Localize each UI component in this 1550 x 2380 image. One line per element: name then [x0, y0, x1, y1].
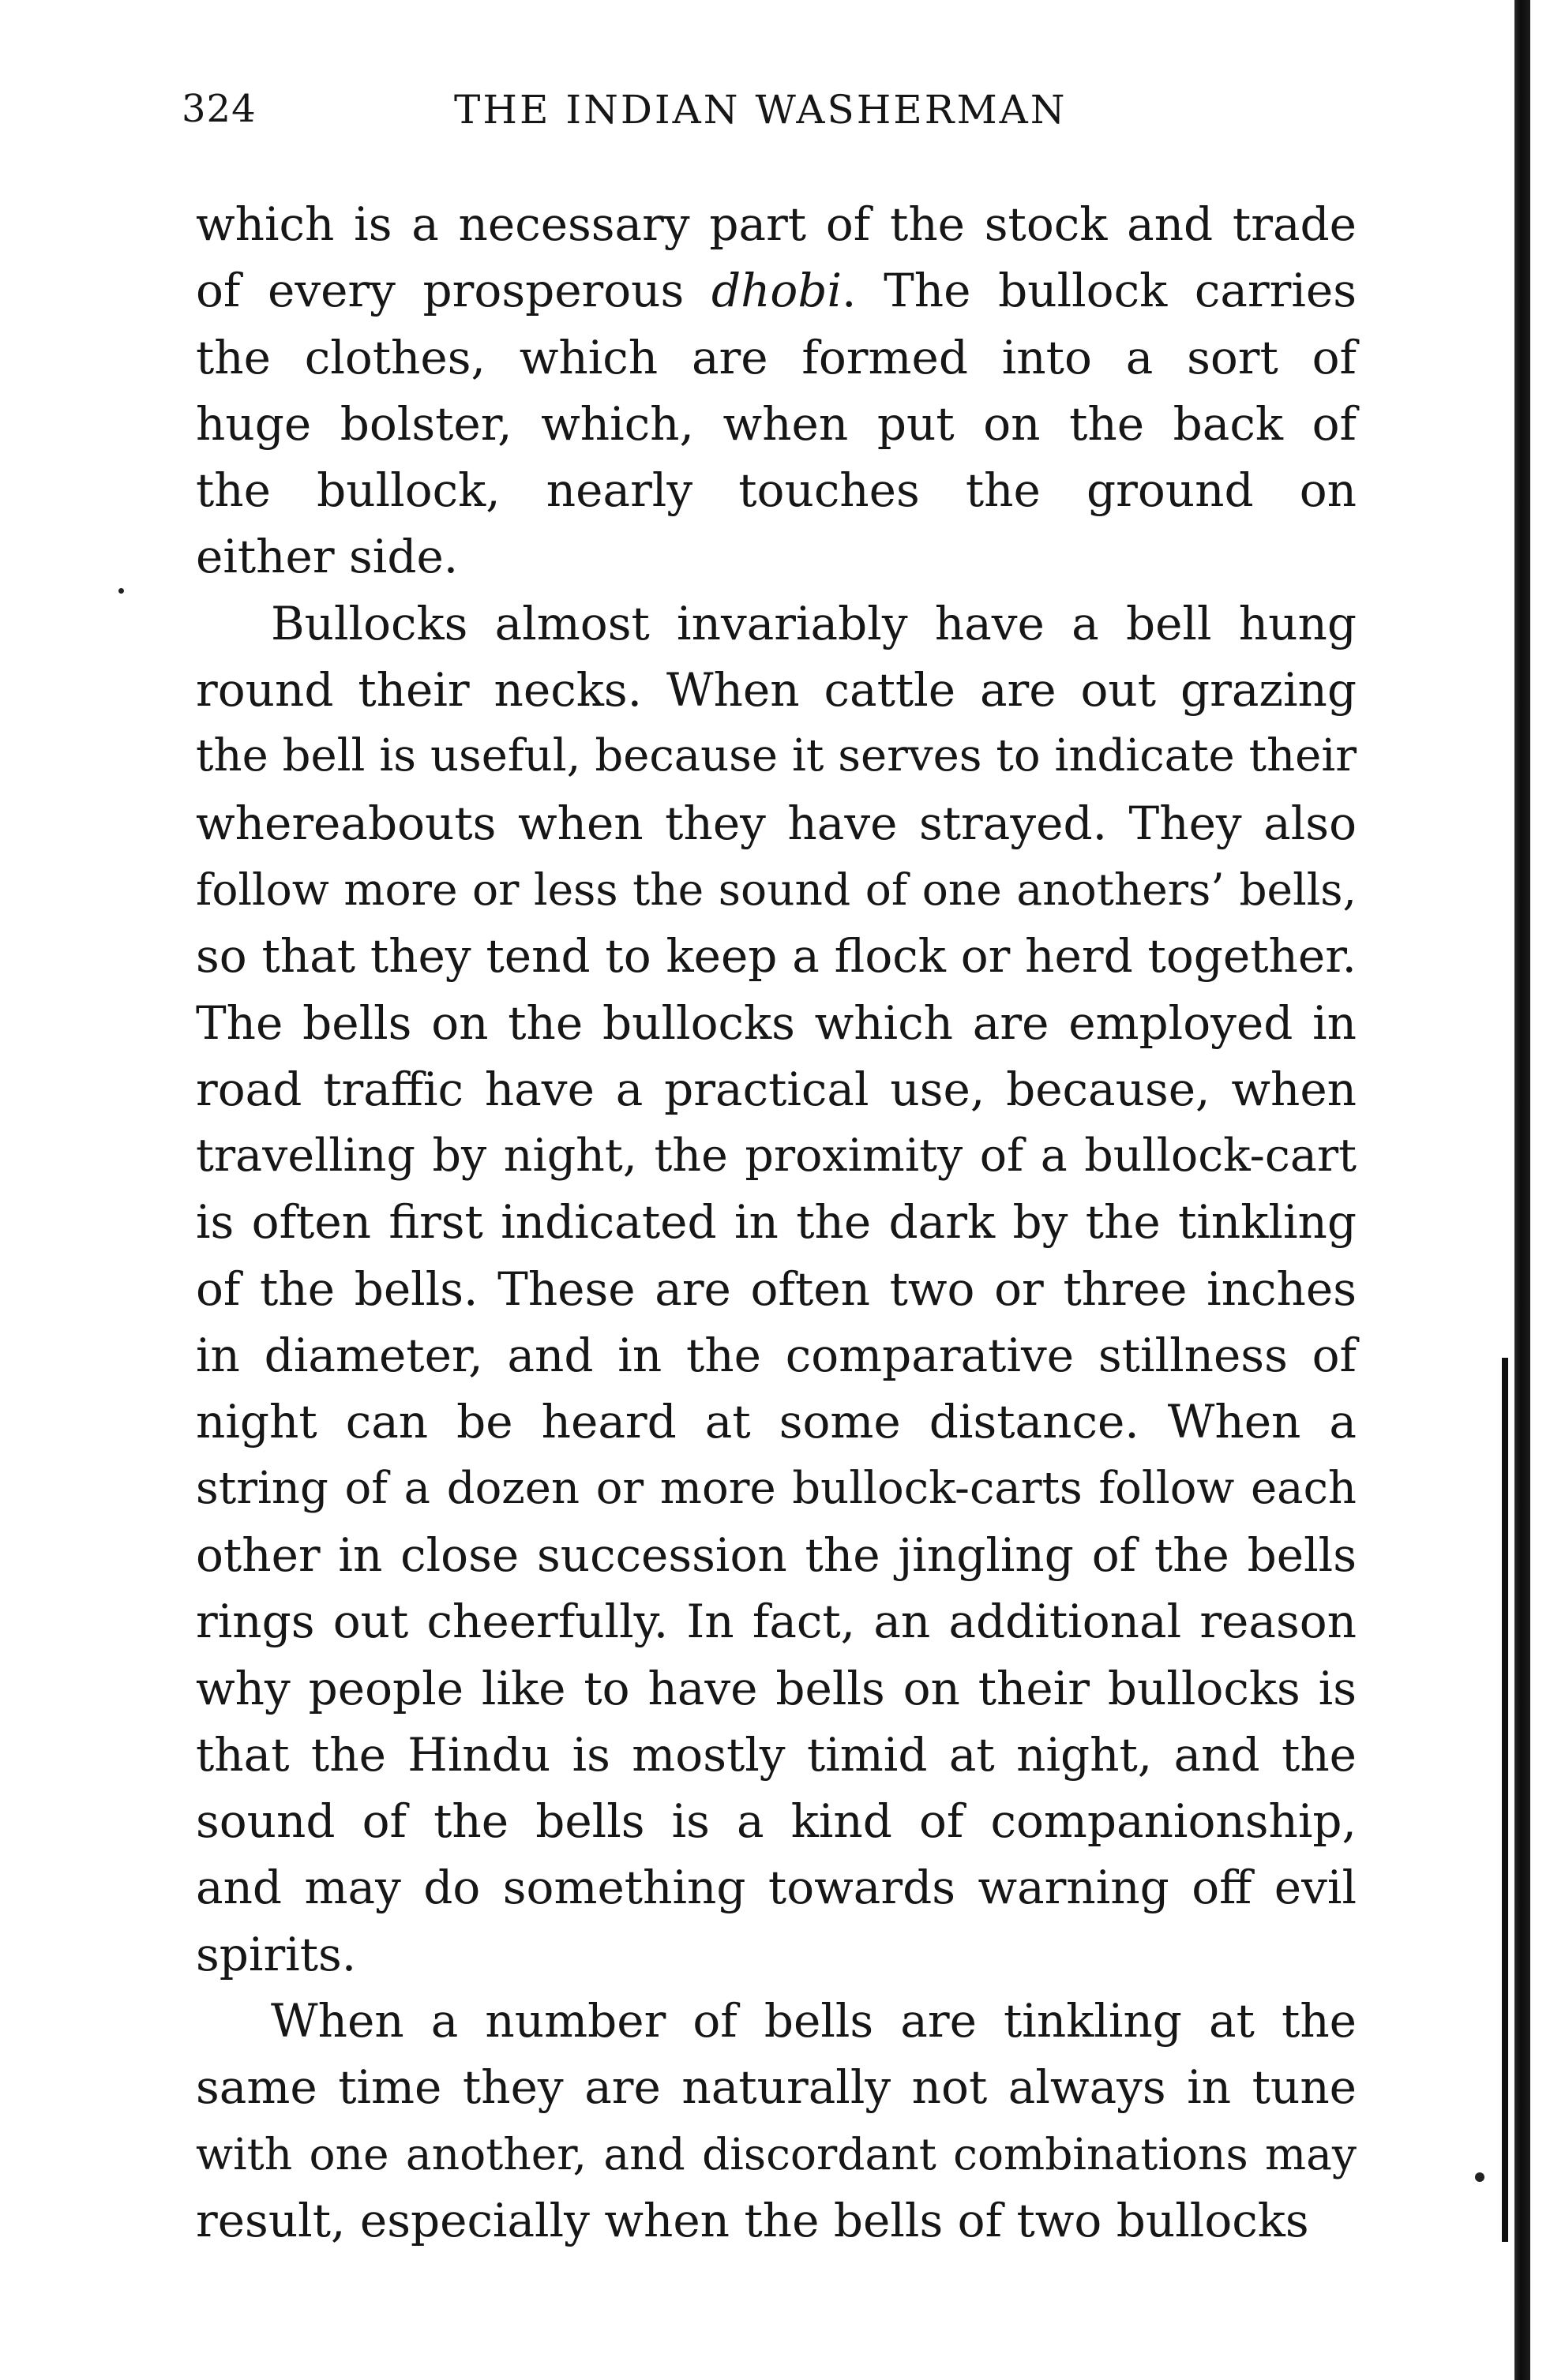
print-speck: [1475, 2172, 1484, 2182]
running-title: THE INDIAN WASHERMAN: [454, 87, 1068, 133]
page-number: 324: [182, 87, 257, 131]
text-line: and may do something towards warning off evil: [196, 1861, 1357, 1915]
text-line: huge bolster, which, when put on the back of: [196, 396, 1357, 451]
text-line: with one another, and discordant combinations may: [196, 2128, 1357, 2179]
text-line: night can be heard at some distance. When a: [196, 1395, 1357, 1449]
text-line: road traffic have a practical use, because, when: [196, 1062, 1357, 1116]
text-line: rings out cheerfully. In fact, an additional reason: [196, 1595, 1357, 1649]
binding-shadow: [1502, 1358, 1508, 2242]
text-line: result, especially when the bells of two bullocks: [196, 2193, 1309, 2247]
text-line: is often first indicated in the dark by the tinkling: [196, 1195, 1357, 1250]
text-line: either side.: [196, 530, 459, 584]
text-line: travelling by night, the proximity of a bullock-cart: [196, 1130, 1357, 1183]
page-edge-shadow: [1514, 0, 1530, 2380]
text-line: in diameter, and in the comparative stillness of: [196, 1329, 1357, 1383]
text-line: the bell is useful, because it serves to indicate their: [196, 730, 1357, 782]
text-line: of every prosperous dhobi. The bullock carries: [196, 264, 1357, 318]
text-line: string of a dozen or more bullock-carts follow each: [196, 1462, 1357, 1514]
text-line: the clothes, which are formed into a sort of: [196, 330, 1357, 384]
text-line: so that they tend to keep a flock or herd together.: [196, 929, 1357, 984]
text-line: When a number of bells are tinkling at the: [271, 1994, 1357, 2048]
text-line: which is a necessary part of the stock and trade: [196, 197, 1357, 251]
paragraph: [196, 590, 1357, 1988]
text-line: that the Hindu is mostly timid at night, and the: [196, 1727, 1357, 1782]
text-line: same time they are naturally not always in tune: [196, 2060, 1357, 2115]
text-line: other in close succession the jingling of the bells: [196, 1527, 1357, 1582]
text-line: The bells on the bullocks which are employed in: [196, 995, 1357, 1050]
paragraph: [196, 191, 1357, 590]
text-line: round their necks. When cattle are out grazing: [196, 663, 1357, 718]
text-line: whereabouts when they have strayed. They also: [196, 796, 1357, 850]
print-speck: [118, 588, 124, 594]
body-text: [196, 191, 1357, 2254]
paragraph: [196, 1988, 1357, 2254]
italic-word: dhobi: [711, 264, 843, 318]
text-line: follow more or less the sound of one anothers’ bells,: [196, 864, 1357, 915]
text-line: spirits.: [196, 1927, 357, 1981]
text-line: why people like to have bells on their bullocks is: [196, 1661, 1357, 1715]
text-line: sound of the bells is a kind of companionship,: [196, 1794, 1357, 1849]
text-line: the bullock, nearly touches the ground on: [196, 463, 1357, 518]
running-header: [182, 87, 1366, 150]
text-line: Bullocks almost invariably have a bell hung: [271, 596, 1357, 650]
text-line: of the bells. These are often two or three inches: [196, 1261, 1357, 1316]
